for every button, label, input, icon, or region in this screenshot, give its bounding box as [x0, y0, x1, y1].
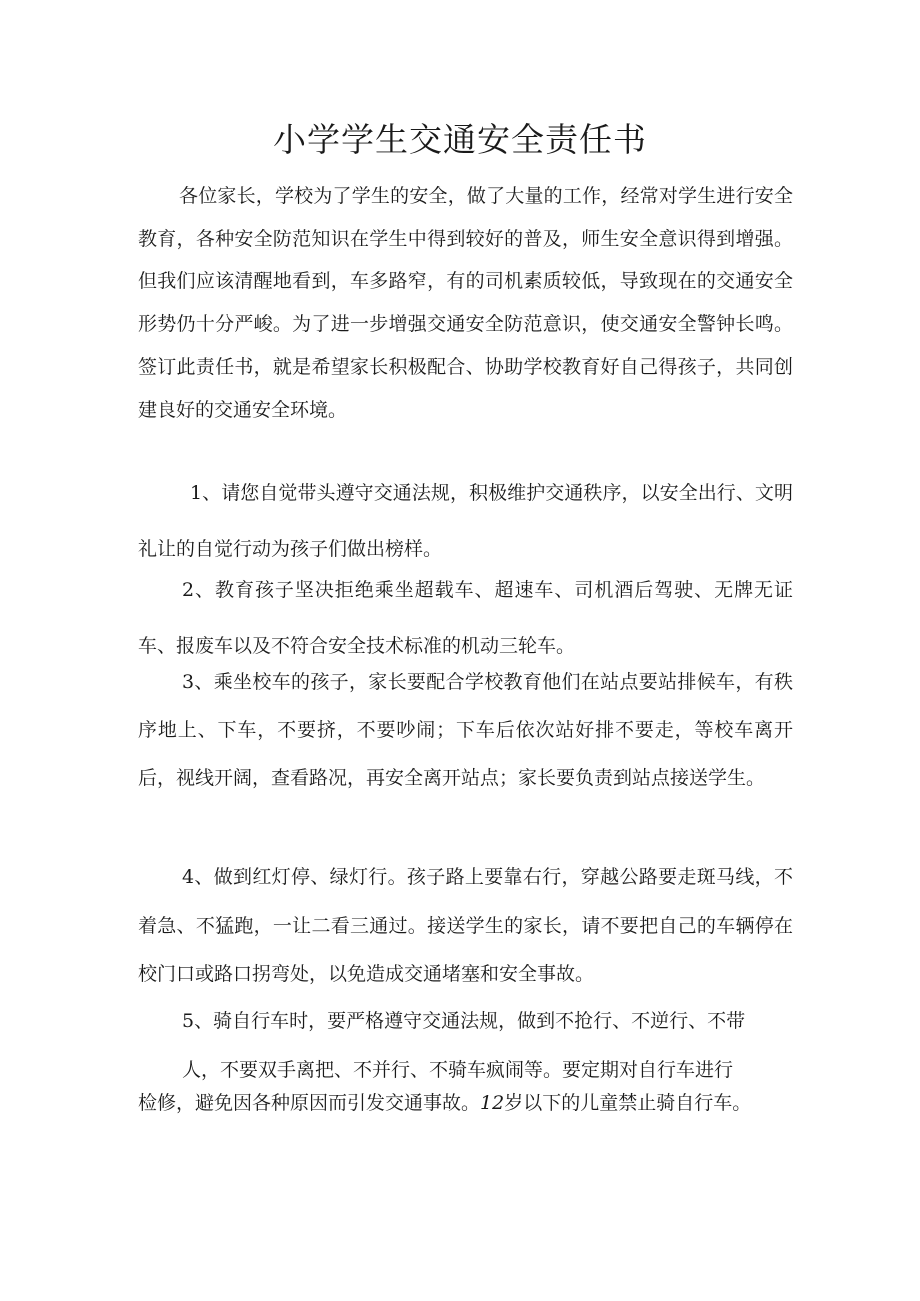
document-title: 小学学生交通安全责任书 — [273, 120, 647, 159]
item-paragraph-1: 1、请您自觉带头遵守交通法规，积极维护交通秩序，以安全出行、文明礼让的自觉行动为孩子们做出榜样。 — [138, 482, 793, 560]
intro-paragraph: 各位家长，学校为了学生的安全，做了大量的工作，经常对学生进行安全教育，各种安全防范知识在学生中得到较好的普及，师生安全意识得到增强。但我们应该清醒地看到，车多路窄，有的司机素质较低，导致现在的交通安全形势仍十分严峻。为了进一步增强交通安全防范意识，使交通安全警钟长鸣。签订此责任书，就是希望家长积极配合、协助学校教育好自己得孩子，共同创建良好的交通安全环境。 — [138, 185, 793, 421]
item-5-line-1: 5、骑自行车时，要严格遵守交通法规，做到不抢行、不逆行、不带 — [182, 1010, 746, 1032]
item-5-line-3-text-a: 检修，避免因各种原因而引发交通事故。 — [138, 1092, 481, 1114]
item-5-line-2: 人，不要双手离把、不并行、不骑车疯闹等。要定期对自行车进行 — [182, 1059, 734, 1081]
item-paragraph-2: 2、教育孩子坚决拒绝乘坐超载车、超速车、司机酒后驾驶、无牌无证车、报废车以及不符合安全技术标准的机动三轮车。 — [138, 579, 793, 657]
item-5-line-3-text-b: 岁以下的儿童禁止骑自行车。 — [504, 1092, 752, 1114]
item-paragraph-5 — [138, 996, 798, 1118]
item-paragraph-4: 4、做到红灯停、绿灯行。孩子路上要靠右行，穿越公路要走斑马线，不着急、不猛跑，一让二看三通过。接送学生的家长，请不要把自己的车辆停在校门口或路口拐弯处，以免造成交通堵塞和安全事故。 — [138, 866, 793, 985]
item-5-line-3 — [138, 1088, 798, 1118]
age-number: 12 — [480, 1092, 505, 1114]
item-paragraph-3: 3、乘坐校车的孩子，家长要配合学校教育他们在站点要站排候车，有秩序地上、下车，不要挤，不要吵闹；下车后依次站好排不要走，等校车离开后，视线开阔，查看路况，再安全离开站点；家长要负责到站点接送学生。 — [138, 671, 793, 789]
